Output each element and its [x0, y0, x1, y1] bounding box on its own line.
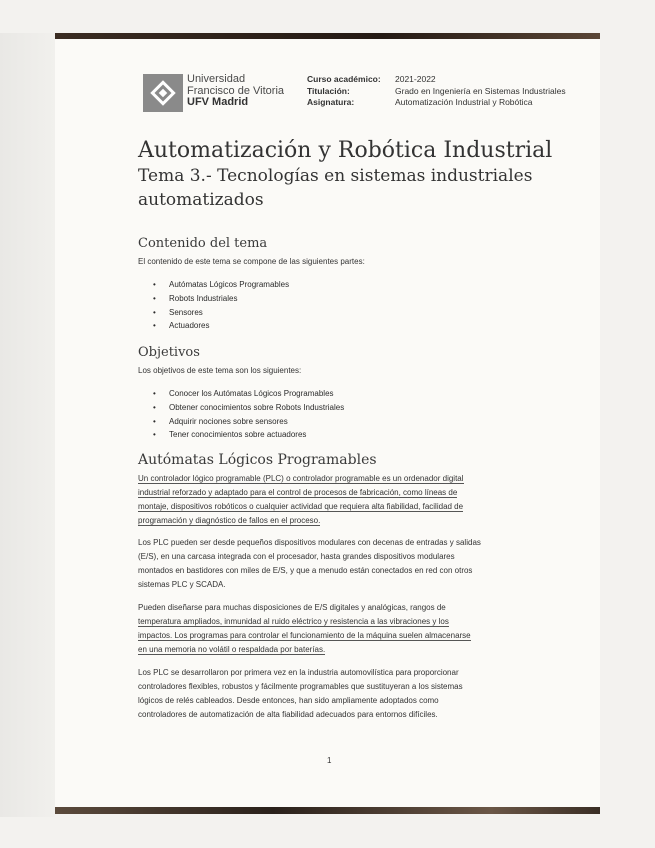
text-line: programación y diagnóstico de fallos en el proceso.	[138, 515, 321, 525]
contenido-intro: El contenido de este tema se compone de las siguientes partes:	[138, 257, 365, 266]
text-line: lógicos de relés cableados. Desde entonces, han sido ampliamente adoptados como	[138, 695, 439, 705]
paragraph-1	[138, 472, 528, 528]
list-item: • Adquirir nociones sobre sensores	[153, 415, 344, 429]
course-metadata	[307, 74, 566, 109]
text-line: controladores de automatización de alta fiabilidad adecuados para entornos difíciles.	[138, 709, 438, 719]
scan-edge-bottom	[55, 807, 600, 814]
text-line: montaje, dispositivos robóticos o cualquier actividad que requiera alta fiabilidad, facilidad de	[138, 501, 464, 511]
text-line: Los PLC pueden ser desde pequeños dispositivos modulares con decenas de entradas y salidas	[138, 538, 481, 547]
text-line: sistemas PLC y SCADA.	[138, 579, 226, 589]
list-item: • Sensores	[153, 306, 289, 320]
meta-row	[307, 74, 566, 86]
university-line-2: Francisco de Vitoria	[187, 84, 285, 97]
paragraph-2	[138, 536, 528, 592]
meta-label: Curso académico:	[307, 74, 381, 84]
contenido-list	[153, 278, 289, 333]
meta-row	[307, 86, 566, 98]
objetivos-list	[153, 387, 344, 442]
university-line-3: UFV Madrid	[187, 96, 249, 108]
document-subtitle: Tema 3.- Tecnologías en sistemas industriales automatizados	[138, 166, 533, 210]
meta-value: Grado en Ingeniería en Sistemas Industriales	[395, 85, 566, 96]
objetivos-intro: Los objetivos de este tema son los siguientes:	[138, 366, 302, 375]
meta-row	[307, 97, 566, 109]
text-line: controladores flexibles, robustos y fácilmente programables que sustituyeran a los sistemas	[138, 681, 463, 691]
text-line: Un controlador lógico programable (PLC) o controlador programable es un ordenador digital	[138, 474, 464, 483]
document-header	[143, 72, 593, 112]
list-item: • Obtener conocimientos sobre Robots Industriales	[153, 401, 344, 415]
meta-value: 2021-2022	[395, 74, 436, 84]
text-line: Pueden diseñarse para muchas disposiciones de E/S digitales y analógicas, rangos de	[138, 603, 446, 612]
section-heading-contenido: Contenido del tema	[138, 236, 268, 251]
text-line: industrial reforzado y adaptado para el control de procesos de fabricación, como líneas de	[138, 487, 458, 497]
list-item: • Robots Industriales	[153, 292, 289, 306]
university-name	[187, 74, 284, 109]
text-line: temperatura ampliados, inmunidad al ruido eléctrico y resistencia a las vibraciones y los	[138, 616, 449, 626]
scan-margin	[0, 33, 55, 817]
list-item: • Tener conocimientos sobre actuadores	[153, 428, 344, 442]
text-line: (E/S), en una carcasa integrada con el procesador, hasta grandes dispositivos modulares	[138, 551, 455, 561]
section-heading-automatas: Autómatas Lógicos Programables	[138, 452, 377, 468]
paragraph-4	[138, 666, 528, 722]
list-item: • Actuadores	[153, 319, 289, 333]
document-title: Automatización y Robótica Industrial	[138, 138, 553, 163]
list-item: • Autómatas Lógicos Programables	[153, 278, 289, 292]
meta-label: Titulación:	[307, 85, 350, 96]
text-line: montados en bastidores con miles de E/S, y que a menudo están conectados en red con otros	[138, 565, 473, 575]
paragraph-3	[138, 601, 528, 657]
list-item: • Conocer los Autómatas Lógicos Programables	[153, 387, 344, 401]
university-line-1: Universidad	[187, 73, 246, 85]
text-line: impactos. Los programas para controlar el funcionamiento de la máquina suelen almacenarse	[138, 630, 471, 640]
text-line: en una memoria no volátil o respaldada por baterías.	[138, 644, 326, 654]
meta-label: Asignatura:	[307, 97, 355, 107]
university-logo-icon	[143, 74, 183, 112]
meta-value: Automatización Industrial y Robótica	[395, 97, 533, 107]
text-line: Los PLC se desarrollaron por primera vez en la industria automovilística para proporcionar	[138, 668, 459, 677]
section-heading-objetivos: Objetivos	[138, 345, 200, 360]
scan-edge-top	[55, 33, 600, 39]
page-number: 1	[327, 756, 332, 765]
